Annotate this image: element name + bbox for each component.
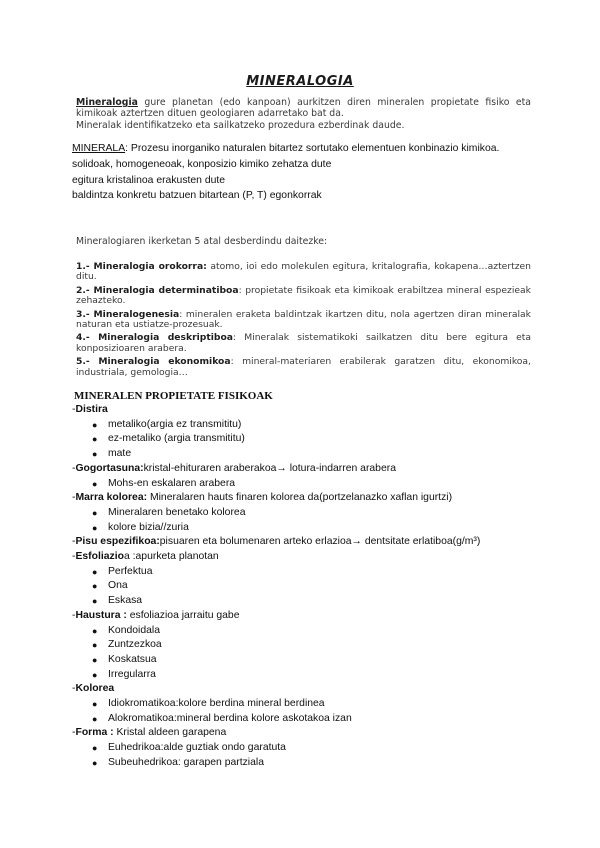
property-bullet-text: Ona (108, 580, 128, 592)
property-bullet-list (72, 506, 542, 535)
property-bullet-text: metaliko(argia ez transmititu) (108, 418, 242, 430)
property-description: Mineralaren hauts finaren kolorea da(portzelanazko xaflan igurtzi) (147, 492, 453, 504)
intro-identification-text: Mineralak identifikatzeko eta sailkatzeko prozedura ezberdinak daude. (76, 120, 405, 132)
minerala-feature: solidoak, homogeneoak, konposizio kimiko zehatza dute (72, 158, 332, 170)
bullet-icon: ● (92, 507, 98, 518)
property-description: a :apurketa planotan (123, 551, 219, 563)
property-description: Kristal aldeen garapena (113, 727, 227, 739)
bullet-icon: ● (92, 757, 98, 768)
minerala-term: MINERALA (72, 143, 126, 154)
property-heading (72, 550, 542, 565)
property-bullet-item (72, 712, 542, 727)
property-bullet-item (72, 521, 542, 536)
atal-item-text: : mineral-materiaren erabilerak garatzen ditu, ekonomikoa, industriala, gemologia… (76, 356, 531, 378)
property-heading (72, 609, 542, 624)
property-label: Distira (75, 404, 108, 415)
property-bullet-text: mate (108, 448, 132, 460)
property-prefix: - (72, 462, 76, 474)
property-label: Kolorea (75, 683, 115, 695)
property-bullet-text: Alokromatikoa:mineral berdina kolore askotakoa izan (108, 712, 352, 724)
atal-item (76, 286, 531, 307)
property-prefix: - (72, 551, 76, 563)
property-label: Marra kolorea: (75, 492, 148, 504)
property-heading (72, 682, 542, 697)
property-bullet-text: Irregularra (108, 668, 156, 680)
property-description: pisuaren eta bolumenaren arteko erlazioa→ dentsitate erlatiboa(g/m³) (159, 536, 481, 548)
property-bullet-item (72, 756, 542, 771)
properties-heading: MINERALEN PROPIETATE FISIKOAK (74, 390, 273, 402)
minerala-definition (72, 141, 532, 157)
bullet-icon: ● (92, 566, 98, 577)
atal-item (76, 262, 531, 283)
atal-item (76, 333, 531, 354)
property-bullet-list (72, 565, 542, 609)
intro-definition (76, 98, 531, 119)
property-bullet-text: Euhedrikoa:alde guztiak ondo garatuta (108, 742, 286, 754)
atal-item-text: : propietate fisikoak eta kimikoak erabiltzea mineral espezieak zehazteko. (76, 284, 531, 307)
property-bullet-text: Kondoidala (108, 624, 160, 636)
bullet-icon: ● (92, 478, 98, 489)
property-bullet-item (72, 741, 542, 756)
property-bullet-list (72, 418, 542, 462)
minerala-feature: baldintza konkretu batzuen bitartean (P, T) egonkorrak (72, 190, 322, 202)
property-label: Forma : (75, 727, 114, 739)
bullet-icon: ● (92, 743, 98, 754)
property-bullet-text: Mohs-en eskalaren arabera (108, 477, 236, 489)
atal-item-label: 2.- Mineralogia determinatiboa (76, 284, 239, 296)
atal-item-text: : Mineralak sistematikoki sailkatzen ditu bere egitura eta konposizioaren arabera. (76, 332, 531, 354)
intro-term: Mineralogia (76, 97, 138, 108)
property-bullet-item (72, 418, 542, 433)
property-heading (72, 491, 542, 506)
bullet-icon: ● (92, 713, 98, 724)
bullet-icon: ● (92, 669, 98, 680)
document-title: MINERALOGIA (246, 74, 354, 89)
minerala-definition-text: : Prozesu inorganiko naturalen bitartez sortutako elementuen konbinazio kimikoa. (125, 143, 500, 154)
properties-list (72, 403, 542, 771)
property-bullet-item (72, 447, 542, 462)
atal-intro-block (76, 236, 531, 247)
property-description: esfoliazioa jarraitu gabe (126, 609, 240, 621)
bullet-icon: ● (92, 434, 98, 445)
property-prefix: - (72, 492, 76, 504)
atal-intro-text: Mineralogiaren ikerketan 5 atal desberdindu daitezke: (76, 236, 328, 247)
property-bullet-item (72, 653, 542, 668)
property-bullet-item (72, 579, 542, 594)
property-bullet-list (72, 697, 542, 726)
property-prefix: - (72, 609, 76, 621)
atal-list (76, 262, 531, 381)
bullet-icon: ● (92, 581, 98, 592)
minerala-feature: egitura kristalinoa erakusten dute (72, 174, 226, 186)
property-bullet-item (72, 624, 542, 639)
property-bullet-item (72, 594, 542, 609)
property-label: Haustura : (75, 609, 127, 621)
property-bullet-list (72, 741, 542, 770)
property-label: Esfoliazio (75, 551, 124, 563)
property-bullet-item (72, 697, 542, 712)
property-bullet-text: Zuntzezkoa (108, 639, 162, 651)
property-bullet-item (72, 668, 542, 683)
property-label: Pisu espezifikoa: (75, 536, 160, 548)
property-bullet-text: Mineralaren benetako kolorea (108, 506, 246, 518)
property-bullet-item (72, 565, 542, 580)
property-bullet-list (72, 624, 542, 683)
bullet-icon: ● (92, 640, 98, 651)
atal-item-label: 4.- Mineralogia deskriptiboa (76, 332, 233, 344)
property-heading (72, 462, 542, 477)
property-bullet-text: Idiokromatikoa:kolore berdina mineral berdinea (108, 698, 325, 710)
property-bullet-text: kolore bizia//zuria (108, 521, 189, 533)
property-bullet-text: Koskatsua (108, 653, 157, 665)
property-prefix: - (72, 404, 76, 415)
property-label: Gogortasuna: (75, 462, 144, 474)
property-heading (72, 726, 542, 741)
atal-item-text: : mineralen eraketa baldintzak ikartzen ditu, nola agertzen diran mineralak naturan eta ustiatze-prozesuak. (76, 308, 531, 331)
bullet-icon: ● (92, 522, 98, 533)
bullet-icon: ● (92, 654, 98, 665)
property-heading (72, 403, 542, 418)
property-bullet-text: Perfektua (108, 565, 153, 577)
bullet-icon: ● (92, 596, 98, 607)
property-prefix: - (72, 727, 76, 739)
atal-item-text: atomo, ioi edo molekulen egitura, kritalografia, kokapena…aztertzen ditu. (76, 261, 531, 283)
property-bullet-text: Eskasa (108, 595, 143, 607)
atal-item-label: 1.- Mineralogia orokorra: (76, 261, 207, 272)
property-bullet-item (72, 506, 542, 521)
property-bullet-item (72, 638, 542, 653)
property-bullet-text: ez-metaliko (argia transmititu) (108, 433, 245, 445)
property-description: kristal-ehituraren araberakoa→ lotura-indarren arabera (143, 462, 396, 474)
minerala-block (72, 141, 532, 204)
bullet-icon: ● (92, 699, 98, 710)
bullet-icon: ● (92, 449, 98, 460)
property-bullet-item (72, 432, 542, 447)
atal-item-label: 5.- Mineralogia ekonomikoa (76, 356, 231, 368)
property-bullet-list (72, 477, 542, 492)
atal-item (76, 357, 531, 378)
atal-item-label: 3.- Mineralogenesia (76, 308, 180, 320)
intro-definition-text: gure planetan (edo kanpoan) aurkitzen diren mineralen propietate fisiko eta kimikoak aztertzen dituen geologiaren adarretako bat da. (76, 97, 531, 119)
bullet-icon: ● (92, 625, 98, 636)
property-heading (72, 535, 542, 550)
bullet-icon: ● (92, 419, 98, 430)
property-bullet-text: Subeuhedrikoa: garapen partziala (108, 756, 264, 768)
property-prefix: - (72, 536, 76, 548)
intro-block (76, 98, 531, 132)
property-bullet-item (72, 477, 542, 492)
atal-item (76, 310, 531, 331)
property-prefix: - (72, 683, 76, 695)
